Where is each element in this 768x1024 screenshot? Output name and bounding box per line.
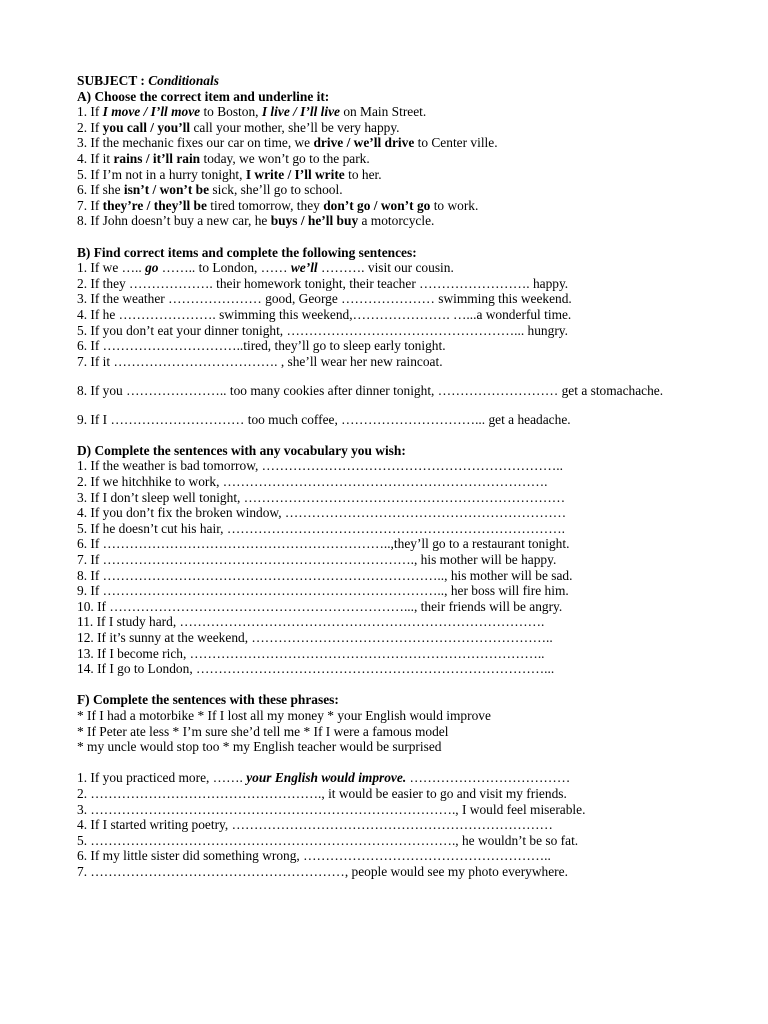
section-b-item: 2. If they ………………. their homework tonight, their teacher ……………………. happy. bbox=[77, 275, 569, 291]
section-d-item: 7. If ……………………………………………………………., his mother will be happy. bbox=[77, 552, 557, 567]
section-f-item: 3. ………………………………………………………………………., I would feel miserable. bbox=[77, 801, 586, 817]
subject-line bbox=[77, 73, 667, 89]
section-d-item: 4. If you don’t fix the broken window, ……………………………………………………… bbox=[77, 505, 567, 521]
section-a-item: 5. If I’m not in a hurry tonight, I write / I’ll write to her. bbox=[77, 166, 382, 182]
section-b-item: 5. If you don’t eat your dinner tonight, ……………………………………………... hungry. bbox=[77, 322, 568, 338]
section-a-item: 7. If they’re / they’ll be tired tomorrow, they don’t go / won’t go to work. bbox=[77, 197, 479, 213]
section-a-item: 4. If it rains / it’ll rain today, we won’t go to the park. bbox=[77, 150, 370, 166]
section-a-heading: A) Choose the correct item and underline it: bbox=[77, 88, 330, 104]
phrase-bank-line: * my uncle would stop too * my English teacher would be surprised bbox=[77, 739, 442, 755]
section-f-item: 6. If my little sister did something wrong, ……………………………………………….. bbox=[77, 848, 551, 864]
section-f-item: 7. …………………………………………………, people would see my photo everywhere. bbox=[77, 863, 568, 879]
section-d-item: 11. If I study hard, ………………………………………………………………………. bbox=[77, 614, 545, 630]
section-b-item: 1. If we ….. go …….. to London, …… we’ll ………. visit our cousin. bbox=[77, 260, 454, 276]
section-d-item: 2. If we hitchhike to work, ………………………………………………………………. bbox=[77, 474, 548, 490]
section-d-item: 13. If I become rich, …………………………………………………………………….. bbox=[77, 645, 545, 661]
section-d-heading: D) Complete the sentences with any vocabulary you wish: bbox=[77, 442, 406, 458]
section-f-item: 4. If I started writing poetry, ……………………………………………………………… bbox=[77, 817, 553, 833]
section-d-item: 3. If I don’t sleep well tonight, ……………………………………………………………… bbox=[77, 489, 566, 505]
section-f-item: 2. ……………………………………………., it would be easier to go and visit my friends. bbox=[77, 785, 567, 801]
section-d-item: 6. If ………………………………………………………..,they’ll go to a restaurant tonight. bbox=[77, 536, 570, 552]
subject-label: SUBJECT : bbox=[77, 73, 149, 88]
section-b-item: 9. If I ………………………… too much coffee, …………………………... get a headache. bbox=[77, 411, 571, 427]
section-a-item: 6. If she isn’t / won’t be sick, she’ll go to school. bbox=[77, 182, 343, 198]
section-d-item: 10. If …………………………………………………………..., their friends will be angry. bbox=[77, 598, 563, 614]
section-b-heading: B) Find correct items and complete the following sentences: bbox=[77, 244, 417, 260]
subject-title: Conditionals bbox=[148, 73, 219, 88]
section-b-item: 6. If …………………………..tired, they’ll go to sleep early tonight. bbox=[77, 338, 446, 354]
section-f-item: 5. ………………………………………………………………………., he wouldn’t be so fat. bbox=[77, 832, 579, 848]
section-a-item: 8. If John doesn’t buy a new car, he buys / he’ll buy a motorcycle. bbox=[77, 213, 435, 229]
worksheet bbox=[77, 73, 667, 879]
section-a-item: 3. If the mechanic fixes our car on time, we drive / we’ll drive to Center ville. bbox=[77, 135, 498, 151]
section-d-item: 14. If I go to London, ……………………………………………………………………... bbox=[77, 661, 555, 677]
section-d-item: 9. If ………………………………………………………………….., her boss will fire him. bbox=[77, 583, 569, 599]
section-d-item: 12. If it’s sunny at the weekend, ………………………………………………………….. bbox=[77, 629, 553, 645]
section-b-item: 7. If it ………………………………. , she’ll wear her new raincoat. bbox=[77, 353, 443, 369]
phrase-bank-line: * If Peter ate less * I’m sure she’d tell me * If I were a famous model bbox=[77, 723, 449, 739]
phrase-bank-line: * If I had a motorbike * If I lost all my money * your English would improve bbox=[77, 707, 491, 723]
section-d-item: 5. If he doesn’t cut his hair, …………………………………………………………………. bbox=[77, 520, 565, 536]
section-d-item: 8. If ………………………………………………………………….., his mother will be sad. bbox=[77, 567, 573, 583]
section-b-item: 8. If you ………………….. too many cookies after dinner tonight, ……………………… get a stomachache. bbox=[77, 382, 664, 398]
section-a-item: 2. If you call / you’ll call your mother, she’ll be very happy. bbox=[77, 119, 400, 135]
section-b-item: 3. If the weather ………………… good, George ………………… swimming this weekend. bbox=[77, 291, 572, 307]
section-f-heading: F) Complete the sentences with these phrases: bbox=[77, 692, 339, 708]
section-b-item: 4. If he …………………. swimming this weekend,…………………. …...a wonderful time. bbox=[77, 306, 572, 322]
section-a-item: 1. If I move / I’ll move to Boston, I live / I’ll live on Main Street. bbox=[77, 104, 427, 120]
section-d-item: 1. If the weather is bad tomorrow, ………………………………………………………….. bbox=[77, 458, 563, 474]
section-f-item: 1. If you practiced more, ……. your English would improve. ……………………………… bbox=[77, 770, 571, 786]
